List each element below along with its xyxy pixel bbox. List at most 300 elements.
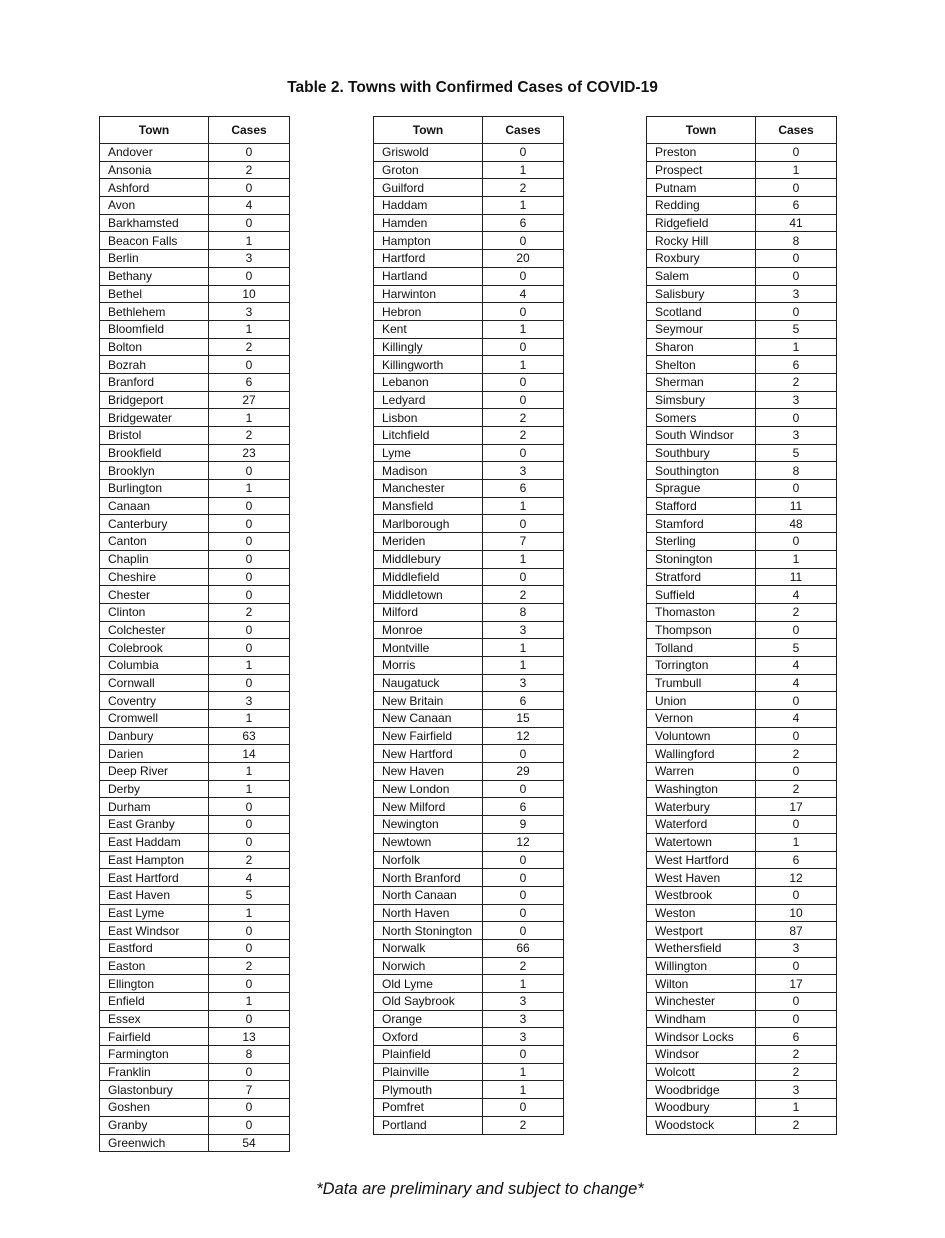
table-row (647, 869, 837, 887)
town-cell: Watertown (647, 833, 756, 851)
table-header-row (100, 117, 290, 144)
table-row (647, 197, 837, 215)
town-cell: Westport (647, 922, 756, 940)
cases-cell: 6 (483, 692, 564, 710)
cases-cell: 1 (483, 197, 564, 215)
town-cell: Bloomfield (100, 320, 209, 338)
table-row (100, 144, 290, 162)
table-row (647, 267, 837, 285)
town-cell: Waterford (647, 816, 756, 834)
town-cell: Guilford (374, 179, 483, 197)
cases-cell: 0 (756, 727, 837, 745)
table-row (647, 533, 837, 551)
table-row (100, 939, 290, 957)
table-row (100, 1046, 290, 1064)
cases-cell: 5 (756, 320, 837, 338)
town-cell: Cromwell (100, 710, 209, 728)
cases-cell: 1 (756, 833, 837, 851)
town-cell: Sharon (647, 338, 756, 356)
town-cell: Glastonbury (100, 1081, 209, 1099)
town-cell: Trumbull (647, 674, 756, 692)
town-cell: Chaplin (100, 550, 209, 568)
town-cell: Plainfield (374, 1046, 483, 1064)
town-cell: Ansonia (100, 161, 209, 179)
table-row (647, 462, 837, 480)
town-cell: Ellington (100, 975, 209, 993)
town-cell: Meriden (374, 533, 483, 551)
town-cell: Griswold (374, 144, 483, 162)
cases-cell: 2 (209, 603, 290, 621)
table-row (647, 957, 837, 975)
cases-cell: 1 (209, 780, 290, 798)
table-row (100, 904, 290, 922)
cases-cell: 4 (483, 285, 564, 303)
table-row (647, 586, 837, 604)
cases-cell: 3 (756, 1081, 837, 1099)
table-row (647, 356, 837, 374)
table-row (647, 710, 837, 728)
town-cell: East Windsor (100, 922, 209, 940)
town-cell: New London (374, 780, 483, 798)
town-cell: East Hampton (100, 851, 209, 869)
town-cell: Wolcott (647, 1063, 756, 1081)
table-row (374, 1063, 564, 1081)
cases-cell: 29 (483, 763, 564, 781)
table-row (100, 197, 290, 215)
cases-cell: 0 (483, 922, 564, 940)
table-row (100, 568, 290, 586)
town-cell: Middletown (374, 586, 483, 604)
table-row (100, 692, 290, 710)
table-row (100, 639, 290, 657)
town-cell: Newtown (374, 833, 483, 851)
cases-cell: 1 (483, 356, 564, 374)
town-cell: Norwich (374, 957, 483, 975)
town-cell: Southington (647, 462, 756, 480)
town-cell: Wilton (647, 975, 756, 993)
table-row (374, 550, 564, 568)
town-cell: Easton (100, 957, 209, 975)
cases-cell: 0 (209, 267, 290, 285)
town-cell: Killingworth (374, 356, 483, 374)
cases-cell: 1 (483, 161, 564, 179)
cases-cell: 0 (756, 250, 837, 268)
cases-cell: 1 (483, 975, 564, 993)
cases-cell: 3 (483, 621, 564, 639)
town-cell: Westbrook (647, 886, 756, 904)
table-row (647, 144, 837, 162)
cases-cell: 2 (483, 409, 564, 427)
table-row (647, 497, 837, 515)
table-row (647, 303, 837, 321)
table-row (374, 674, 564, 692)
cases-cell: 0 (209, 816, 290, 834)
table-row (100, 232, 290, 250)
cases-cell: 6 (756, 356, 837, 374)
table-row (374, 144, 564, 162)
table-row (647, 763, 837, 781)
town-cell: Rocky Hill (647, 232, 756, 250)
cases-cell: 0 (209, 1116, 290, 1134)
table-row (647, 939, 837, 957)
town-cell: Montville (374, 639, 483, 657)
table-row (647, 427, 837, 445)
town-cell: Tolland (647, 639, 756, 657)
town-cell: Warren (647, 763, 756, 781)
table-row (374, 285, 564, 303)
table-row (374, 798, 564, 816)
cases-cell: 0 (483, 568, 564, 586)
town-cell: Ashford (100, 179, 209, 197)
cases-cell: 10 (209, 285, 290, 303)
town-cell: Killingly (374, 338, 483, 356)
table-row (374, 1046, 564, 1064)
town-cell: Colebrook (100, 639, 209, 657)
table-row (100, 745, 290, 763)
cases-cell: 17 (756, 975, 837, 993)
town-cell: Farmington (100, 1046, 209, 1064)
cases-cell: 48 (756, 515, 837, 533)
cases-cell: 1 (756, 550, 837, 568)
cases-cell: 2 (756, 745, 837, 763)
cases-cell: 1 (209, 904, 290, 922)
table-row (100, 338, 290, 356)
table-row (374, 197, 564, 215)
cases-cell: 0 (209, 621, 290, 639)
table-row (100, 391, 290, 409)
town-cell: Greenwich (100, 1134, 209, 1152)
table-row (100, 763, 290, 781)
town-cell: Preston (647, 144, 756, 162)
town-cell: New Milford (374, 798, 483, 816)
cases-cell: 0 (209, 462, 290, 480)
table-row (100, 851, 290, 869)
cases-cell: 7 (483, 533, 564, 551)
cases-cell: 0 (756, 621, 837, 639)
cases-column-header: Cases (209, 117, 290, 144)
cases-cell: 1 (483, 1081, 564, 1099)
town-cell: Colchester (100, 621, 209, 639)
table-row (647, 480, 837, 498)
town-cell: Norfolk (374, 851, 483, 869)
table-row (374, 462, 564, 480)
town-cell: Windham (647, 1010, 756, 1028)
cases-cell: 8 (209, 1046, 290, 1064)
town-cell: Simsbury (647, 391, 756, 409)
cases-cell: 1 (209, 710, 290, 728)
cases-cell: 5 (756, 444, 837, 462)
town-cell: Portland (374, 1116, 483, 1134)
cases-cell: 0 (483, 303, 564, 321)
cases-cell: 1 (483, 656, 564, 674)
town-cell: Windsor (647, 1046, 756, 1064)
town-cell: Old Lyme (374, 975, 483, 993)
table-row (374, 1116, 564, 1134)
cases-cell: 66 (483, 939, 564, 957)
cases-cell: 2 (209, 338, 290, 356)
town-cell: Woodstock (647, 1116, 756, 1134)
cases-column-header: Cases (483, 117, 564, 144)
cases-cell: 0 (483, 444, 564, 462)
town-cell: Stafford (647, 497, 756, 515)
town-cell: Granby (100, 1116, 209, 1134)
cases-cell: 0 (209, 1063, 290, 1081)
town-cell: North Stonington (374, 922, 483, 940)
town-cell: Columbia (100, 656, 209, 674)
table-row (374, 320, 564, 338)
town-cell: Salem (647, 267, 756, 285)
cases-cell: 4 (756, 710, 837, 728)
cases-cell: 0 (209, 568, 290, 586)
table-row (100, 621, 290, 639)
cases-cell: 0 (209, 798, 290, 816)
table-row (100, 957, 290, 975)
cases-cell: 0 (483, 373, 564, 391)
table-row (374, 922, 564, 940)
cases-cell: 0 (756, 303, 837, 321)
town-cell: Burlington (100, 480, 209, 498)
table-row (100, 869, 290, 887)
cases-cell: 8 (483, 603, 564, 621)
cases-cell: 6 (209, 373, 290, 391)
table-row (374, 603, 564, 621)
town-cell: Kent (374, 320, 483, 338)
cases-cell: 15 (483, 710, 564, 728)
cases-cell: 2 (756, 780, 837, 798)
cases-cell: 1 (209, 232, 290, 250)
table-row (647, 1099, 837, 1117)
town-cell: Sherman (647, 373, 756, 391)
town-cell: Milford (374, 603, 483, 621)
cases-cell: 2 (209, 851, 290, 869)
cases-cell: 2 (483, 1116, 564, 1134)
table-row (100, 356, 290, 374)
town-cell: North Branford (374, 869, 483, 887)
table-row (100, 1116, 290, 1134)
cases-cell: 0 (483, 515, 564, 533)
town-column-header: Town (374, 117, 483, 144)
town-cell: Canaan (100, 497, 209, 515)
cases-cell: 0 (209, 922, 290, 940)
town-cell: Southbury (647, 444, 756, 462)
table-row (100, 833, 290, 851)
town-cell: Berlin (100, 250, 209, 268)
table-row (374, 656, 564, 674)
town-cell: North Haven (374, 904, 483, 922)
table-row (374, 939, 564, 957)
town-cell: Barkhamsted (100, 214, 209, 232)
town-cell: Andover (100, 144, 209, 162)
cases-cell: 0 (483, 267, 564, 285)
town-cell: Weston (647, 904, 756, 922)
table-row (374, 833, 564, 851)
cases-cell: 0 (756, 267, 837, 285)
cases-cell: 1 (209, 656, 290, 674)
table-row (100, 993, 290, 1011)
table-row (647, 922, 837, 940)
table-row (374, 179, 564, 197)
town-cell: Washington (647, 780, 756, 798)
cases-cell: 3 (756, 427, 837, 445)
cases-cell: 0 (756, 179, 837, 197)
town-cell: Woodbridge (647, 1081, 756, 1099)
town-cell: North Canaan (374, 886, 483, 904)
table-row (374, 851, 564, 869)
cases-cell: 0 (209, 1010, 290, 1028)
cases-cell: 2 (756, 1063, 837, 1081)
table-row (374, 727, 564, 745)
table-row (374, 161, 564, 179)
footnote: *Data are preliminary and subject to change* (316, 1180, 644, 1198)
cases-cell: 6 (483, 214, 564, 232)
cases-cell: 1 (209, 320, 290, 338)
town-cell: Brookfield (100, 444, 209, 462)
cases-cell: 1 (756, 1099, 837, 1117)
town-column-header: Town (647, 117, 756, 144)
table-row (374, 1010, 564, 1028)
town-cell: Sprague (647, 480, 756, 498)
table-row (374, 373, 564, 391)
town-cell: East Haven (100, 886, 209, 904)
table-row (374, 904, 564, 922)
cases-cell: 0 (209, 833, 290, 851)
town-cell: Old Saybrook (374, 993, 483, 1011)
town-cell: Wallingford (647, 745, 756, 763)
town-cell: Naugatuck (374, 674, 483, 692)
table-row (647, 656, 837, 674)
cases-cell: 1 (483, 1063, 564, 1081)
table-row (647, 161, 837, 179)
cases-cell: 0 (209, 639, 290, 657)
cases-cell: 2 (756, 1116, 837, 1134)
cases-cell: 0 (756, 409, 837, 427)
town-cell: Hamden (374, 214, 483, 232)
town-cell: Essex (100, 1010, 209, 1028)
cases-cell: 1 (209, 409, 290, 427)
table-row (100, 533, 290, 551)
table-row (647, 833, 837, 851)
table-row (100, 674, 290, 692)
cases-cell: 8 (756, 232, 837, 250)
cases-cell: 0 (209, 550, 290, 568)
town-cell: Clinton (100, 603, 209, 621)
table-row (647, 904, 837, 922)
town-cell: East Lyme (100, 904, 209, 922)
table-row (374, 816, 564, 834)
cases-cell: 5 (756, 639, 837, 657)
cases-cell: 12 (756, 869, 837, 887)
table-row (647, 1063, 837, 1081)
town-cell: West Haven (647, 869, 756, 887)
cases-cell: 0 (209, 497, 290, 515)
cases-cell: 1 (483, 497, 564, 515)
town-cell: Marlborough (374, 515, 483, 533)
town-cell: Bristol (100, 427, 209, 445)
table-row (647, 285, 837, 303)
table-row (100, 444, 290, 462)
town-cell: Shelton (647, 356, 756, 374)
town-cell: Roxbury (647, 250, 756, 268)
table-row (100, 1063, 290, 1081)
cases-table-2 (373, 116, 564, 1135)
town-cell: Bridgewater (100, 409, 209, 427)
table-row (374, 214, 564, 232)
cases-cell: 0 (756, 886, 837, 904)
cases-cell: 1 (756, 161, 837, 179)
cases-cell: 0 (483, 391, 564, 409)
town-cell: Avon (100, 197, 209, 215)
table-row (100, 214, 290, 232)
cases-cell: 0 (209, 356, 290, 374)
cases-cell: 0 (483, 869, 564, 887)
cases-cell: 0 (756, 692, 837, 710)
cases-cell: 0 (209, 515, 290, 533)
cases-table-3 (646, 116, 837, 1135)
town-cell: New Hartford (374, 745, 483, 763)
cases-cell: 0 (756, 957, 837, 975)
town-cell: Oxford (374, 1028, 483, 1046)
cases-cell: 0 (483, 1099, 564, 1117)
table-row (647, 745, 837, 763)
table-header-row (374, 117, 564, 144)
cases-cell: 54 (209, 1134, 290, 1152)
cases-cell: 0 (209, 586, 290, 604)
cases-cell: 0 (756, 816, 837, 834)
table-row (100, 816, 290, 834)
table-row (647, 444, 837, 462)
table-row (374, 692, 564, 710)
cases-cell: 0 (483, 1046, 564, 1064)
table-row (100, 1134, 290, 1152)
cases-cell: 6 (756, 851, 837, 869)
town-cell: Morris (374, 656, 483, 674)
table-row (647, 1028, 837, 1046)
town-cell: Groton (374, 161, 483, 179)
cases-cell: 5 (209, 886, 290, 904)
town-cell: Hampton (374, 232, 483, 250)
town-cell: Lebanon (374, 373, 483, 391)
town-cell: Ridgefield (647, 214, 756, 232)
town-cell: Franklin (100, 1063, 209, 1081)
town-cell: Litchfield (374, 427, 483, 445)
cases-cell: 2 (756, 603, 837, 621)
table-row (100, 462, 290, 480)
town-cell: Hartford (374, 250, 483, 268)
cases-cell: 17 (756, 798, 837, 816)
town-cell: Winchester (647, 993, 756, 1011)
town-cell: Chester (100, 586, 209, 604)
cases-cell: 0 (756, 1010, 837, 1028)
cases-cell: 63 (209, 727, 290, 745)
cases-cell: 0 (209, 179, 290, 197)
cases-cell: 0 (483, 232, 564, 250)
town-cell: New Canaan (374, 710, 483, 728)
table-row (374, 745, 564, 763)
town-cell: Norwalk (374, 939, 483, 957)
town-cell: Cornwall (100, 674, 209, 692)
town-cell: Hartland (374, 267, 483, 285)
cases-cell: 0 (756, 533, 837, 551)
town-cell: Plainville (374, 1063, 483, 1081)
cases-cell: 0 (209, 674, 290, 692)
town-cell: Branford (100, 373, 209, 391)
table-row (100, 1099, 290, 1117)
town-cell: Bethel (100, 285, 209, 303)
cases-cell: 0 (756, 480, 837, 498)
town-cell: Bethlehem (100, 303, 209, 321)
table-row (374, 639, 564, 657)
cases-cell: 2 (756, 1046, 837, 1064)
